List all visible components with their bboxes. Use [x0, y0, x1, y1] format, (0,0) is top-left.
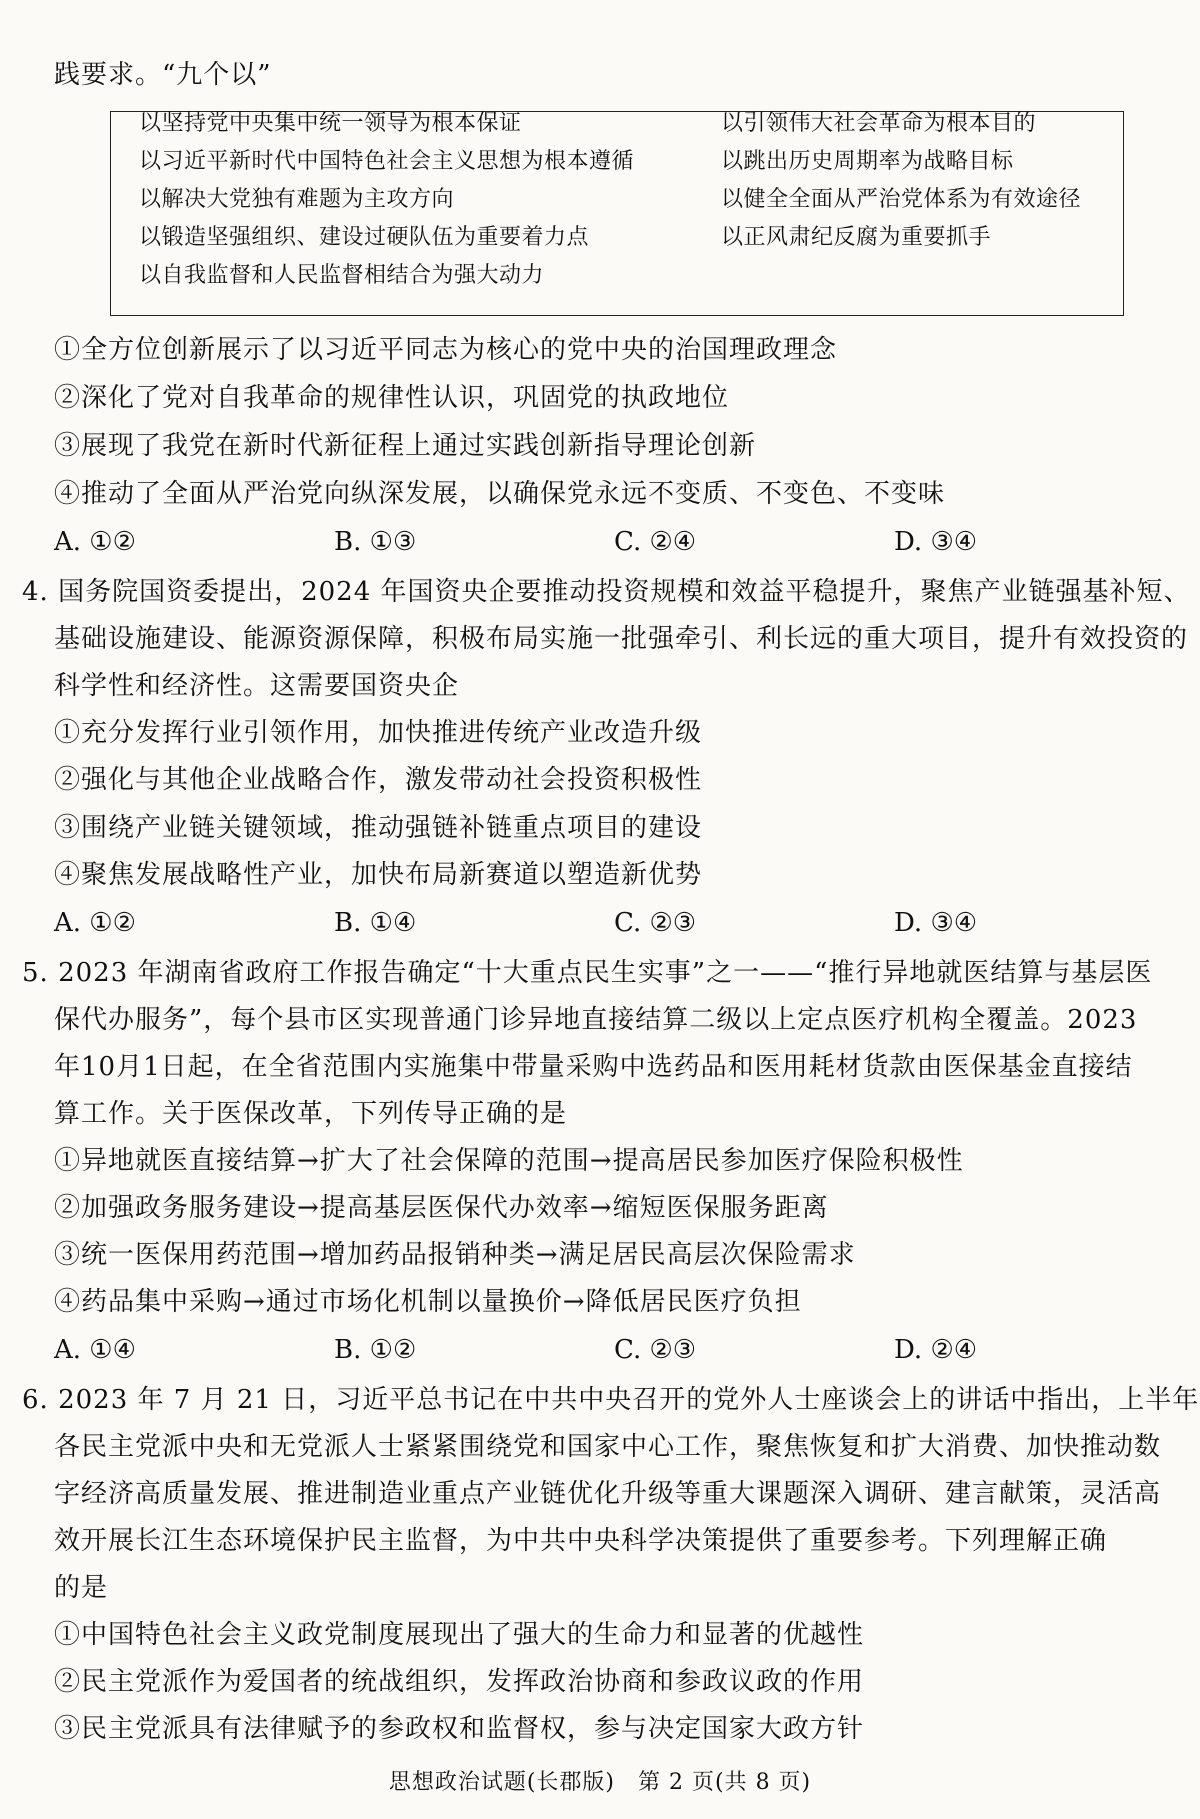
q6-statement: ②民主党派作为爱国者的统战组织，发挥政治协商和参政议政的作用 [54, 1667, 865, 1697]
option-d[interactable]: D. ②④ [894, 1335, 978, 1365]
option-b[interactable]: B. ①② [334, 1335, 417, 1365]
option-b[interactable]: B. ①③ [334, 527, 417, 557]
nine-principles-box [110, 111, 1124, 316]
q6-stem: 各民主党派中央和无党派人士紧紧围绕党和国家中心工作，聚焦恢复和扩大消费、加快推动数 [54, 1432, 1162, 1462]
q5-stem: 算工作。关于医保改革，下列传导正确的是 [54, 1099, 568, 1129]
q4-statement: ②强化与其他企业战略合作，激发带动社会投资积极性 [54, 765, 703, 795]
q5-statement: ④药品集中采购→通过市场化机制以量换价→降低居民医疗负担 [54, 1287, 802, 1317]
page-footer: 思想政治试题(长郡版) 第 2 页(共 8 页) [388, 1770, 812, 1795]
q5-statement: ③统一医保用药范围→增加药品报销种类→满足居民高层次保险需求 [54, 1240, 856, 1270]
q6-statement: ①中国特色社会主义政党制度展现出了强大的生命力和显著的优越性 [54, 1620, 865, 1650]
option-b[interactable]: B. ①④ [334, 908, 417, 938]
q3-statement: ③展现了我党在新时代新征程上通过实践创新指导理论创新 [54, 431, 757, 461]
option-a[interactable]: A. ①② [54, 527, 136, 557]
q4-stem: 科学性和经济性。这需要国资央企 [54, 671, 460, 701]
q6-stem: 的是 [54, 1573, 109, 1603]
box-right-item: 以正风肃纪反腐为重要抓手 [721, 225, 992, 250]
box-left-item: 以锻造坚强组织、建设过硬队伍为重要着力点 [139, 225, 590, 250]
option-d[interactable]: D. ③④ [894, 527, 978, 557]
box-right-item: 以健全全面从严治党体系为有效途径 [721, 187, 1082, 212]
q3-statement: ②深化了党对自我革命的规律性认识，巩固党的执政地位 [54, 383, 730, 413]
box-left-item: 以解决大党独有难题为主攻方向 [139, 187, 455, 212]
q4-statement: ④聚焦发展战略性产业，加快布局新赛道以塑造新优势 [54, 860, 703, 890]
q4-stem: 4. 国务院国资委提出，2024 年国资央企要推动投资规模和效益平稳提升，聚焦产业链强基补短、 [22, 577, 1191, 607]
q5-stem: 5. 2023 年湖南省政府工作报告确定“十大重点民生实事”之一——“推行异地就医结算与基层医 [22, 958, 1153, 988]
intro-tail: 践要求。“九个以” [54, 60, 272, 90]
q3-statement: ④推动了全面从严治党向纵深发展，以确保党永远不变质、不变色、不变味 [54, 479, 946, 509]
q5-stem: 保代办服务”，每个县市区实现普通门诊异地直接结算二级以上定点医疗机构全覆盖。2023 [54, 1005, 1138, 1035]
option-d[interactable]: D. ③④ [894, 908, 978, 938]
box-right-item: 以跳出历史周期率为战略目标 [721, 149, 1014, 174]
q4-stem: 基础设施建设、能源资源保障，积极布局实施一批强牵引、利长远的重大项目，提升有效投资的 [54, 624, 1189, 654]
q4-statement: ③围绕产业链关键领域，推动强链补链重点项目的建设 [54, 813, 703, 843]
q6-stem: 效开展长江生态环境保护民主监督，为中共中央科学决策提供了重要参考。下列理解正确 [54, 1526, 1108, 1556]
option-c[interactable]: C. ②③ [614, 908, 697, 938]
box-right-item: 以引领伟大社会革命为根本目的 [721, 111, 1037, 136]
q5-statement: ②加强政务服务建设→提高基层医保代办效率→缩短医保服务距离 [54, 1193, 829, 1223]
q4-statement: ①充分发挥行业引领作用，加快推进传统产业改造升级 [54, 718, 703, 748]
option-a[interactable]: A. ①② [54, 908, 136, 938]
option-c[interactable]: C. ②③ [614, 1335, 697, 1365]
q6-stem: 字经济高质量发展、推进制造业重点产业链优化升级等重大课题深入调研、建言献策，灵活高 [54, 1479, 1162, 1509]
q6-statement: ③民主党派具有法律赋予的参政权和监督权，参与决定国家大政方针 [54, 1714, 865, 1744]
q3-statement: ①全方位创新展示了以习近平同志为核心的党中央的治国理政理念 [54, 335, 838, 365]
q5-stem: 年10月1日起，在全省范围内实施集中带量采购中选药品和医用耗材货款由医保基金直接结 [54, 1052, 1133, 1082]
box-left-item: 以习近平新时代中国特色社会主义思想为根本遵循 [139, 149, 635, 174]
q5-statement: ①异地就医直接结算→扩大了社会保障的范围→提高居民参加医疗保险积极性 [54, 1146, 964, 1176]
box-left-item: 以自我监督和人民监督相结合为强大动力 [139, 263, 545, 288]
option-c[interactable]: C. ②④ [614, 527, 697, 557]
option-a[interactable]: A. ①④ [54, 1335, 136, 1365]
q6-stem: 6. 2023 年 7 月 21 日，习近平总书记在中共中央召开的党外人士座谈会上的讲话中指出，上半年 [22, 1385, 1200, 1415]
box-left-item: 以坚持党中央集中统一领导为根本保证 [139, 111, 522, 136]
